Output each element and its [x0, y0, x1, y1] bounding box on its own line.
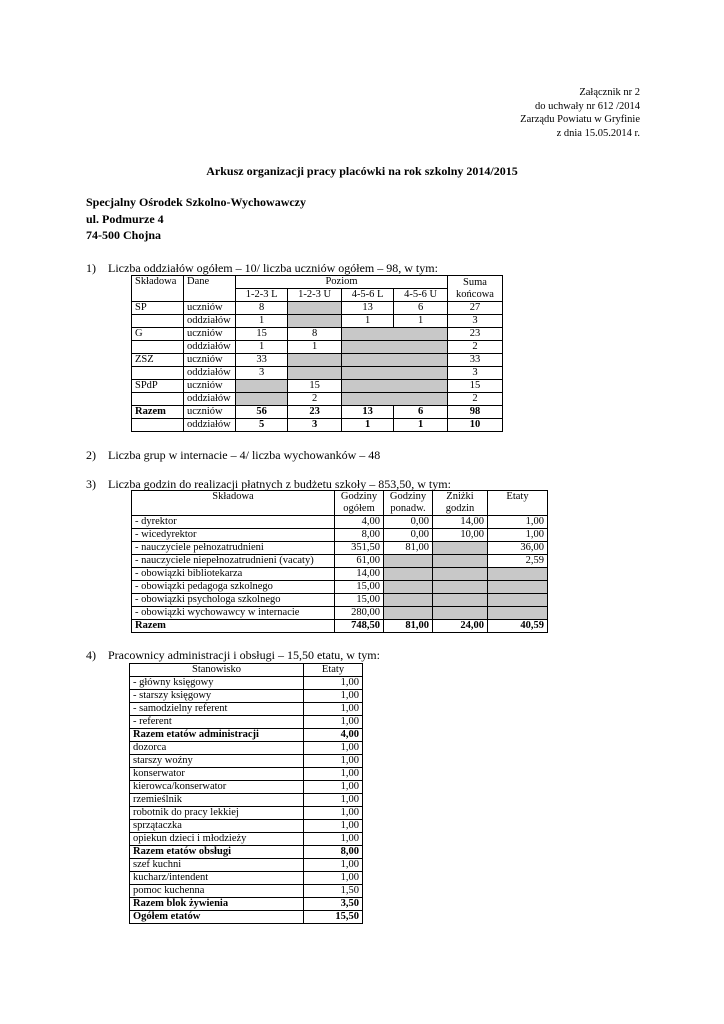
table-row: - starszy księgowy 1,00	[130, 690, 363, 703]
attachment-line3: Zarządu Powiatu w Gryfinie	[520, 114, 640, 125]
institution-block	[86, 194, 306, 244]
section4-text: Pracownicy administracji i obsługi – 15,50 etatu, w tym:	[108, 648, 380, 662]
table-row: - główny księgowy 1,00	[130, 677, 363, 690]
header-dane: Dane	[184, 276, 236, 302]
header-suma: Suma końcowa	[448, 276, 503, 302]
section3-number: 3)	[86, 477, 96, 491]
table-row: pomoc kuchenna 1,50	[130, 885, 363, 898]
header-level-4: 4-5-6 U	[394, 289, 448, 302]
attachment-line2: do uchwały nr 612 /2014	[535, 100, 640, 112]
table-row: - dyrektor 4,00 0,00 14,00 1,00	[132, 516, 548, 529]
table-row-total: oddziałów 5 3 1 1 10	[132, 419, 503, 432]
table-row: - obowiązki psychologa szkolnego 15,00	[132, 594, 548, 607]
section4-number: 4)	[86, 648, 96, 662]
table-row: - obowiązki wychowawcy w internacie 280,00	[132, 607, 548, 620]
header-skladowa: Składowa	[132, 276, 184, 302]
header-znizki: Zniżki godzin	[433, 491, 488, 516]
table-row: sprzątaczka 1,00	[130, 820, 363, 833]
hours-table	[131, 490, 548, 633]
table-row: kierowca/konserwator 1,00	[130, 781, 363, 794]
table-row: - nauczyciele pełnozatrudnieni 351,50 81,00 36,00	[132, 542, 548, 555]
table-row: starszy woźny 1,00	[130, 755, 363, 768]
staff-table	[129, 663, 363, 924]
table-row: szef kuchni 1,00	[130, 859, 363, 872]
table-row: - nauczyciele niepełnozatrudnieni (vacaty) 61,00 2,59	[132, 555, 548, 568]
table-row-total: Razem etatów obsługi 8,00	[130, 846, 363, 859]
attachment-note	[520, 86, 640, 140]
table-row-total: Razem 748,50 81,00 24,00 40,59	[132, 620, 548, 633]
header-skladowa: Składowa	[132, 491, 335, 516]
table-row: dozorca 1,00	[130, 742, 363, 755]
header-godziny-ponadw: Godziny ponadw.	[384, 491, 433, 516]
table-row-total: Razem blok żywienia 3,50	[130, 898, 363, 911]
header-level-1: 1-2-3 L	[236, 289, 288, 302]
table-row: ZSZ uczniów 33 33	[132, 354, 503, 367]
table-row-total: Razem etatów administracji 4,00	[130, 729, 363, 742]
header-poziom: Poziom	[236, 276, 448, 289]
header-stanowisko: Stanowisko	[130, 664, 304, 677]
table-row: rzemieślnik 1,00	[130, 794, 363, 807]
table-row: konserwator 1,00	[130, 768, 363, 781]
table-row: kucharz/intendent 1,00	[130, 872, 363, 885]
section3-text: Liczba godzin do realizacji płatnych z budżetu szkoły – 853,50, w tym:	[108, 477, 451, 491]
section2-text: Liczba grup w internacie – 4/ liczba wychowanków – 48	[108, 448, 381, 462]
section4-heading	[86, 648, 380, 663]
table-row: oddziałów 1 1 2	[132, 341, 503, 354]
table-row-total: Ogółem etatów 15,50	[130, 911, 363, 924]
document-title: Arkusz organizacji pracy placówki na rok szkolny 2014/2015	[206, 164, 518, 178]
table-row: SP uczniów 8 13 6 27	[132, 302, 503, 315]
table-row: oddziałów 2 2	[132, 393, 503, 406]
table-row: - obowiązki bibliotekarza 14,00	[132, 568, 548, 581]
attachment-line4: z dnia 15.05.2014 r.	[556, 127, 640, 139]
table-row: - obowiązki pedagoga szkolnego 15,00	[132, 581, 548, 594]
table-row: G uczniów 15 8 23	[132, 328, 503, 341]
table-row: oddziałów 1 1 1 3	[132, 315, 503, 328]
header-etaty: Etaty	[304, 664, 363, 677]
section1-number: 1)	[86, 261, 96, 275]
table-row: - wicedyrektor 8,00 0,00 10,00 1,00	[132, 529, 548, 542]
table-row: opiekun dzieci i młodzieży 1,00	[130, 833, 363, 846]
section2-heading	[86, 448, 380, 463]
table-row: robotnik do pracy lekkiej 1,00	[130, 807, 363, 820]
section1-text: Liczba oddziałów ogółem – 10/ liczba uczniów ogółem – 98, w tym:	[108, 261, 438, 275]
section2-number: 2)	[86, 448, 96, 462]
header-godziny-ogolem: Godziny ogółem	[335, 491, 384, 516]
institution-city: 74-500 Chojna	[86, 228, 162, 242]
attachment-line1: Załącznik nr 2	[579, 87, 640, 98]
classes-table	[131, 275, 503, 432]
header-level-2: 1-2-3 U	[288, 289, 342, 302]
section1-heading	[86, 261, 438, 276]
header-etaty: Etaty	[488, 491, 548, 516]
table-row: - samodzielny referent 1,00	[130, 703, 363, 716]
table-row: - referent 1,00	[130, 716, 363, 729]
institution-street: ul. Podmurze 4	[86, 211, 164, 226]
institution-name: Specjalny Ośrodek Szkolno-Wychowawczy	[86, 195, 307, 209]
table-row: oddziałów 3 3	[132, 367, 503, 380]
table-row-total: Razem uczniów 56 23 13 6 98	[132, 406, 503, 419]
header-level-3: 4-5-6 L	[341, 289, 393, 302]
table-row: SPdP uczniów 15 15	[132, 380, 503, 393]
